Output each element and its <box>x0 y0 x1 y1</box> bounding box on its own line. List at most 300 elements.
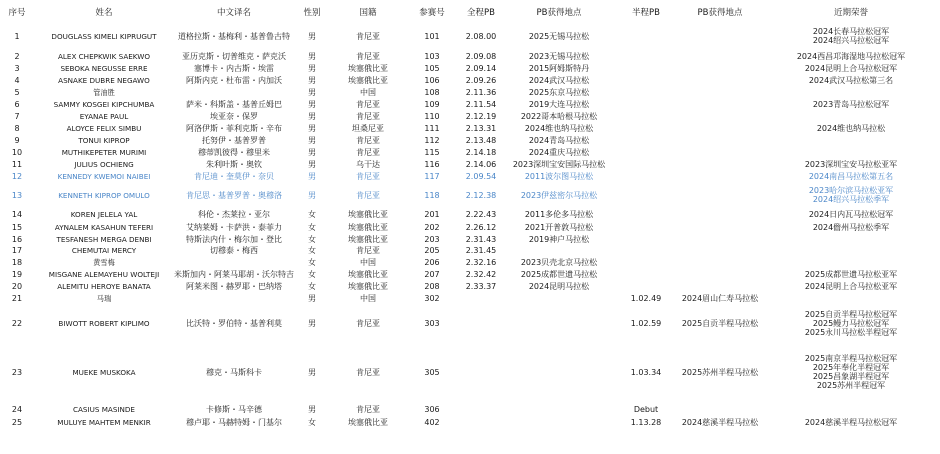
cell-half-pb-location <box>678 402 762 416</box>
cell-no: 5 <box>14 87 20 97</box>
cell-name: MISGANE ALEMAYEHU WOLTEJI <box>48 269 160 279</box>
cell-half-pb-location <box>678 182 762 208</box>
header-name: 姓名 <box>95 7 113 18</box>
cell-pb-location: 2025无锡马拉松 <box>528 31 590 41</box>
cell-bib: 116 <box>424 159 440 169</box>
cell-marathon-pb: 2.31.45 <box>465 246 497 255</box>
cell-half-pb-location <box>678 170 762 182</box>
table-row <box>0 63 940 74</box>
cell-sex: 女 <box>308 246 316 255</box>
cell-no: 15 <box>11 222 23 232</box>
table-row <box>0 158 940 170</box>
cell-pb-location <box>504 416 614 428</box>
cell-honors <box>762 74 940 86</box>
cell-half-pb-location <box>678 63 762 74</box>
cell-name: SAMMY KOSGEI KIPCHUMBA <box>53 99 155 109</box>
table-row <box>0 221 940 233</box>
cell-chinese-name: 艾纳莱姆・卡萨洪・泰菲力 <box>186 222 282 232</box>
honor-item: 2024儋州马拉松季军 <box>812 222 890 232</box>
cell-name: ALEMITU HEROYE BANATA <box>57 281 151 291</box>
cell-chinese-name: 穆蒂凯彼得・穆里米 <box>198 147 270 157</box>
cell-chinese-name <box>174 256 294 268</box>
cell-pb-location: 2023贝壳北京马拉松 <box>520 257 598 267</box>
cell-marathon-pb: 2.09.26 <box>465 75 497 85</box>
header-marathon-pb: 全程PB <box>467 7 495 18</box>
cell-sex: 女 <box>308 222 316 232</box>
cell-name: ALOYCE FELIX SIMBU <box>66 123 142 133</box>
honor-item: 2023青岛马拉松冠军 <box>812 99 890 109</box>
header-nationality: 国籍 <box>359 7 377 18</box>
cell-sex: 男 <box>308 293 316 303</box>
cell-nationality: 肯尼亚 <box>356 246 380 255</box>
cell-no: 1 <box>14 31 20 41</box>
cell-nationality: 埃塞俄比亚 <box>348 417 388 427</box>
cell-pb-location: 2024青岛马拉松 <box>528 135 590 145</box>
cell-chinese-name: 切穆泰・梅西 <box>210 246 258 255</box>
cell-honors <box>762 280 940 292</box>
cell-no: 11 <box>11 159 23 169</box>
cell-no: 3 <box>14 64 20 73</box>
cell-chinese-name: 亚历克斯・切普维克・萨克沃 <box>182 51 286 61</box>
cell-half-pb: 1.02.59 <box>630 318 662 328</box>
honor-item: 2025自贡半程马拉松冠军 <box>804 309 898 319</box>
cell-chinese-name: 阿斯内克・杜布雷・内加沃 <box>186 75 282 85</box>
cell-chinese-name: 特斯法内什・梅尔加・登比 <box>186 234 282 244</box>
cell-bib: 203 <box>424 234 440 244</box>
cell-nationality: 肯尼亚 <box>356 190 380 200</box>
honor-item: 2025年奉化半程冠军 <box>812 363 890 372</box>
cell-no: 14 <box>11 210 23 219</box>
cell-half-pb <box>614 23 678 49</box>
cell-half-pb <box>614 170 678 182</box>
table-row <box>0 170 940 182</box>
header-row <box>0 0 940 23</box>
cell-pb-location <box>504 402 614 416</box>
header-bib: 参赛号 <box>419 7 445 18</box>
cell-half-pb-location: 2025自贡半程马拉松 <box>681 318 759 328</box>
table-row <box>0 292 940 304</box>
cell-honors <box>762 342 940 402</box>
cell-nationality: 肯尼亚 <box>356 111 380 121</box>
cell-half-pb-location: 2024慈溪半程马拉松 <box>681 417 759 427</box>
cell-half-pb: 1.03.34 <box>630 367 662 377</box>
table-row <box>0 342 940 402</box>
cell-chinese-name: 肯尼思・基普罗普・奥穆洛 <box>186 190 282 200</box>
cell-chinese-name: 阿莱米图・赫罗耶・巴纳塔 <box>186 281 282 291</box>
cell-half-pb <box>614 233 678 245</box>
table-row <box>0 98 940 110</box>
cell-chinese-name: 科伦・杰莱拉・亚尔 <box>198 210 270 219</box>
table-row <box>0 74 940 86</box>
cell-nationality: 肯尼亚 <box>356 99 380 109</box>
cell-nationality: 中国 <box>360 293 376 303</box>
cell-bib: 103 <box>424 51 440 61</box>
cell-bib: 202 <box>424 222 440 232</box>
cell-marathon-pb: 2.09.54 <box>465 171 497 181</box>
cell-sex: 男 <box>308 111 316 121</box>
cell-sex: 男 <box>308 318 316 328</box>
cell-half-pb-location <box>678 146 762 158</box>
cell-bib: 402 <box>424 417 440 427</box>
cell-name: TONUI KIPROP <box>78 135 130 145</box>
table-row <box>0 208 940 221</box>
cell-half-pb: 1.13.28 <box>630 417 662 427</box>
cell-pb-location: 2015阿姆斯特丹 <box>528 64 590 73</box>
cell-honors <box>762 402 940 416</box>
cell-bib: 117 <box>424 171 440 181</box>
cell-no: 23 <box>11 367 23 377</box>
cell-sex: 男 <box>308 190 316 200</box>
cell-marathon-pb: 2.13.48 <box>465 135 497 145</box>
cell-bib: 303 <box>424 318 440 328</box>
cell-nationality: 埃塞俄比亚 <box>348 210 388 219</box>
cell-marathon-pb: 2.09.08 <box>465 51 497 61</box>
cell-bib: 115 <box>424 147 440 157</box>
honor-item: 2025鳗力马拉松冠军 <box>812 318 890 328</box>
cell-name: SEBOKA NEGUSSE ERRE <box>60 64 148 73</box>
cell-name: JULIUS OCHIENG <box>74 159 134 169</box>
table-row <box>0 86 940 98</box>
cell-name: EYANAE PAUL <box>79 111 129 121</box>
cell-half-pb-location <box>678 74 762 86</box>
cell-marathon-pb: 2.09.14 <box>465 64 497 73</box>
honor-item: 2025苏州半程冠军 <box>816 381 886 390</box>
cell-bib: 201 <box>424 210 440 219</box>
honor-item: 2025南京半程马拉松冠军 <box>804 354 898 363</box>
cell-pb-location: 2023深圳宝安国际马拉松 <box>512 159 606 169</box>
cell-sex: 男 <box>308 64 316 73</box>
honor-item: 2025永川马拉松半程冠军 <box>804 327 898 337</box>
cell-half-pb <box>614 110 678 122</box>
cell-half-pb-location <box>678 49 762 63</box>
cell-honors <box>762 170 940 182</box>
cell-marathon-pb: 2.32.16 <box>465 257 497 267</box>
cell-bib: 108 <box>424 87 440 97</box>
cell-sex: 女 <box>308 417 316 427</box>
cell-marathon-pb: 2.11.54 <box>465 99 497 109</box>
cell-bib: 302 <box>424 293 440 303</box>
cell-sex: 男 <box>308 367 316 377</box>
cell-nationality: 肯尼亚 <box>356 135 380 145</box>
cell-chinese-name: 萨米・科斯盖・基普丘姆巴 <box>186 99 282 109</box>
cell-chinese-name: 托努伊・基普罗普 <box>202 135 266 145</box>
cell-bib: 112 <box>424 135 440 145</box>
cell-no: 9 <box>14 135 20 145</box>
cell-half-pb-location <box>678 98 762 110</box>
cell-bib: 306 <box>424 404 440 414</box>
cell-no: 4 <box>14 75 20 85</box>
cell-half-pb <box>614 256 678 268</box>
cell-pb-location: 2025东京马拉松 <box>528 87 590 97</box>
table-row <box>0 146 940 158</box>
header-chinese-name: 中文译名 <box>216 7 251 18</box>
cell-bib: 111 <box>424 123 440 133</box>
cell-name: ASNAKE DUBRE NEGAWO <box>58 75 150 85</box>
cell-pb-location: 2024重庆马拉松 <box>528 147 590 157</box>
cell-half-pb <box>614 146 678 158</box>
cell-marathon-pb: 2.11.36 <box>465 87 497 97</box>
cell-half-pb <box>614 221 678 233</box>
cell-pb-location <box>504 245 614 256</box>
cell-honors <box>762 221 940 233</box>
cell-half-pb-location <box>678 158 762 170</box>
cell-half-pb <box>614 208 678 221</box>
cell-half-pb <box>614 98 678 110</box>
cell-honors <box>762 86 940 98</box>
header-half-pb: 半程PB <box>632 7 660 18</box>
cell-sex: 男 <box>308 123 316 133</box>
cell-pb-location: 2022哥本哈根马拉松 <box>520 111 598 121</box>
cell-marathon-pb <box>458 292 504 304</box>
cell-marathon-pb: 2.26.12 <box>465 222 497 232</box>
cell-chinese-name: 塞博卡・内古斯・埃雷 <box>194 64 274 73</box>
cell-bib: 208 <box>424 281 440 291</box>
cell-no: 18 <box>11 257 23 267</box>
table-row <box>0 233 940 245</box>
cell-sex: 女 <box>308 257 316 267</box>
cell-no: 13 <box>11 190 23 200</box>
cell-no: 22 <box>11 318 23 328</box>
cell-nationality: 埃塞俄比亚 <box>348 75 388 85</box>
honor-item: 2025成都世遗马拉松亚军 <box>804 269 898 279</box>
cell-name: CHEMUTAI MERCY <box>71 246 137 255</box>
honor-item: 2024绍兴马拉松季军 <box>812 195 890 204</box>
cell-nationality: 埃塞俄比亚 <box>348 222 388 232</box>
cell-marathon-pb: 2.14.18 <box>465 147 497 157</box>
cell-name: MUTHIKEPETER MURIMI <box>61 147 147 157</box>
table-row <box>0 416 940 428</box>
cell-nationality: 肯尼亚 <box>356 31 380 41</box>
cell-pb-location: 2011波尔图马拉松 <box>524 171 594 181</box>
cell-sex: 男 <box>308 147 316 157</box>
cell-bib: 305 <box>424 367 440 377</box>
cell-pb-location <box>504 292 614 304</box>
cell-sex: 男 <box>308 31 316 41</box>
cell-name: 黄雪梅 <box>93 257 115 267</box>
cell-bib: 206 <box>424 257 440 267</box>
cell-nationality: 肯尼亚 <box>356 367 380 377</box>
cell-half-pb <box>614 86 678 98</box>
table-row <box>0 122 940 134</box>
cell-chinese-name: 阿洛伊斯・菲利克斯・辛布 <box>186 123 282 133</box>
cell-honors <box>762 233 940 245</box>
cell-nationality: 肯尼亚 <box>356 318 380 328</box>
cell-no: 16 <box>11 234 23 244</box>
cell-marathon-pb <box>458 416 504 428</box>
cell-pb-location: 2011多伦多马拉松 <box>524 210 594 219</box>
cell-pb-location <box>504 342 614 402</box>
cell-half-pb <box>614 74 678 86</box>
cell-pb-location: 2021开普敦马拉松 <box>524 222 594 232</box>
cell-no: 10 <box>11 147 23 157</box>
cell-marathon-pb: 2.32.42 <box>465 269 497 279</box>
cell-pb-location: 2023无锡马拉松 <box>528 51 590 61</box>
cell-half-pb-location <box>678 280 762 292</box>
cell-half-pb-location <box>678 110 762 122</box>
header-no: 序号 <box>8 7 26 18</box>
table-row <box>0 268 940 280</box>
cell-marathon-pb: 2.08.00 <box>465 31 497 41</box>
cell-sex: 女 <box>308 234 316 244</box>
table-row <box>0 256 940 268</box>
cell-marathon-pb <box>458 402 504 416</box>
cell-half-pb-location <box>678 245 762 256</box>
cell-half-pb-location <box>678 23 762 49</box>
cell-name: ALEX CHEPKWIK SAEKWO <box>57 51 151 61</box>
cell-nationality: 埃塞俄比亚 <box>348 281 388 291</box>
cell-nationality: 中国 <box>360 257 376 267</box>
header-half-pb-location: PB获得地点 <box>697 7 743 18</box>
cell-sex: 女 <box>308 281 316 291</box>
cell-chinese-name: 朱利叶斯・奥钦 <box>206 159 262 169</box>
cell-honors <box>762 256 940 268</box>
cell-half-pb <box>614 63 678 74</box>
cell-name: 马瑞 <box>96 293 112 303</box>
table-row <box>0 304 940 342</box>
cell-half-pb <box>614 245 678 256</box>
header-sex: 性别 <box>303 7 321 18</box>
cell-half-pb: 1.02.49 <box>630 293 662 303</box>
honor-item: 2024南昌马拉松第五名 <box>808 171 894 181</box>
cell-no: 24 <box>11 404 23 414</box>
cell-no: 21 <box>11 293 23 303</box>
cell-no: 17 <box>11 246 23 255</box>
cell-half-pb-location <box>678 221 762 233</box>
cell-bib: 118 <box>424 190 440 200</box>
cell-half-pb-location <box>678 268 762 280</box>
cell-name: TESFANESH MERGA DENBI <box>56 234 152 244</box>
cell-sex: 男 <box>308 51 316 61</box>
cell-nationality: 中国 <box>360 87 376 97</box>
honor-item: 2024武汉马拉松第三名 <box>808 75 894 85</box>
cell-half-pb-location <box>678 134 762 146</box>
cell-name: 管油胜 <box>93 87 115 97</box>
cell-marathon-pb: 2.31.43 <box>465 234 497 244</box>
header-honors: 近期荣誉 <box>833 7 868 18</box>
table-row <box>0 23 940 49</box>
cell-honors <box>762 245 940 256</box>
cell-sex: 男 <box>308 135 316 145</box>
cell-pb-location: 2023伊兹密尔马拉松 <box>520 190 598 200</box>
cell-sex: 男 <box>308 159 316 169</box>
cell-honors <box>762 182 940 208</box>
cell-honors <box>762 110 940 122</box>
cell-nationality: 埃塞俄比亚 <box>348 269 388 279</box>
cell-honors <box>762 158 940 170</box>
table-row <box>0 245 940 256</box>
cell-honors <box>762 268 940 280</box>
cell-name: AYNALEM KASAHUN TEFERI <box>54 222 154 232</box>
cell-honors <box>762 23 940 49</box>
cell-name: KOREN JELELA YAL <box>70 210 138 219</box>
honor-item: 2024慈溪半程马拉松冠军 <box>804 417 898 427</box>
cell-half-pb <box>614 134 678 146</box>
cell-honors <box>762 63 940 74</box>
cell-sex: 男 <box>308 171 316 181</box>
cell-pb-location: 2019神户马拉松 <box>528 234 590 244</box>
cell-chinese-name <box>174 86 294 98</box>
cell-half-pb-location: 2024眉山仁寿马拉松 <box>681 293 759 303</box>
cell-no: 7 <box>14 111 20 121</box>
table-row <box>0 49 940 63</box>
cell-half-pb: Debut <box>633 404 659 414</box>
cell-pb-location: 2024维也纳马拉松 <box>524 123 594 133</box>
honor-item: 2023哈尔滨马拉松亚军 <box>808 186 894 195</box>
cell-honors <box>762 98 940 110</box>
cell-honors <box>762 134 940 146</box>
honor-item: 2024昆明上合马拉松冠军 <box>804 64 898 73</box>
cell-chinese-name: 肯尼迪・奎莫伊・奈贝 <box>194 171 274 181</box>
cell-honors <box>762 122 940 134</box>
cell-no: 19 <box>11 269 23 279</box>
honor-item: 2023深圳宝安马拉松亚军 <box>804 159 898 169</box>
cell-honors <box>762 146 940 158</box>
cell-chinese-name: 穆克・马斯科卡 <box>206 367 262 377</box>
honor-item: 2024绍兴马拉松冠军 <box>812 36 890 45</box>
cell-chinese-name <box>174 292 294 304</box>
cell-marathon-pb: 2.33.37 <box>465 281 497 291</box>
honor-item: 2024西昌邛海湿地马拉松冠军 <box>796 51 906 61</box>
table-row <box>0 280 940 292</box>
cell-bib: 207 <box>424 269 440 279</box>
cell-sex: 女 <box>308 269 316 279</box>
cell-honors <box>762 304 940 342</box>
cell-chinese-name: 穆卢耶・马赫特姆・门基尔 <box>186 417 282 427</box>
cell-marathon-pb: 2.22.43 <box>465 210 497 219</box>
cell-marathon-pb <box>458 342 504 402</box>
cell-half-pb <box>614 49 678 63</box>
cell-half-pb-location <box>678 86 762 98</box>
honor-item: 2024维也纳马拉松 <box>816 123 886 133</box>
cell-nationality: 乌干达 <box>356 159 380 169</box>
cell-pb-location <box>504 304 614 342</box>
cell-bib: 105 <box>424 64 440 73</box>
cell-nationality: 肯尼亚 <box>356 171 380 181</box>
cell-sex: 女 <box>308 210 316 219</box>
cell-half-pb-location <box>678 122 762 134</box>
cell-nationality: 肯尼亚 <box>356 147 380 157</box>
table-row <box>0 134 940 146</box>
cell-half-pb <box>614 158 678 170</box>
cell-chinese-name: 卡修斯・马辛德 <box>206 404 262 414</box>
cell-name: MUEKE MUSKOKA <box>72 367 136 377</box>
cell-nationality: 肯尼亚 <box>356 404 380 414</box>
cell-honors <box>762 49 940 63</box>
table-row <box>0 402 940 416</box>
cell-marathon-pb <box>458 304 504 342</box>
honor-item: 2024长春马拉松冠军 <box>812 27 890 36</box>
cell-chinese-name: 道格拉斯・基梅利・基普鲁古特 <box>178 31 290 41</box>
cell-sex: 男 <box>308 404 316 414</box>
cell-no: 20 <box>11 281 23 291</box>
cell-honors <box>762 208 940 221</box>
header-pb-location: PB获得地点 <box>536 7 582 18</box>
cell-sex: 男 <box>308 99 316 109</box>
cell-bib: 110 <box>424 111 440 121</box>
cell-half-pb <box>614 268 678 280</box>
cell-pb-location: 2025成都世遗马拉松 <box>520 269 598 279</box>
cell-no: 8 <box>14 123 20 133</box>
honor-item: 2025昌象湖半程冠军 <box>812 372 890 381</box>
cell-nationality: 埃塞俄比亚 <box>348 234 388 244</box>
cell-no: 6 <box>14 99 20 109</box>
cell-name: MULUYE MAHTEM MENKIR <box>57 417 151 427</box>
cell-sex: 男 <box>308 75 316 85</box>
cell-marathon-pb: 2.13.31 <box>465 123 497 133</box>
cell-half-pb-location <box>678 208 762 221</box>
table-row <box>0 110 940 122</box>
cell-marathon-pb: 2.12.19 <box>465 111 497 121</box>
